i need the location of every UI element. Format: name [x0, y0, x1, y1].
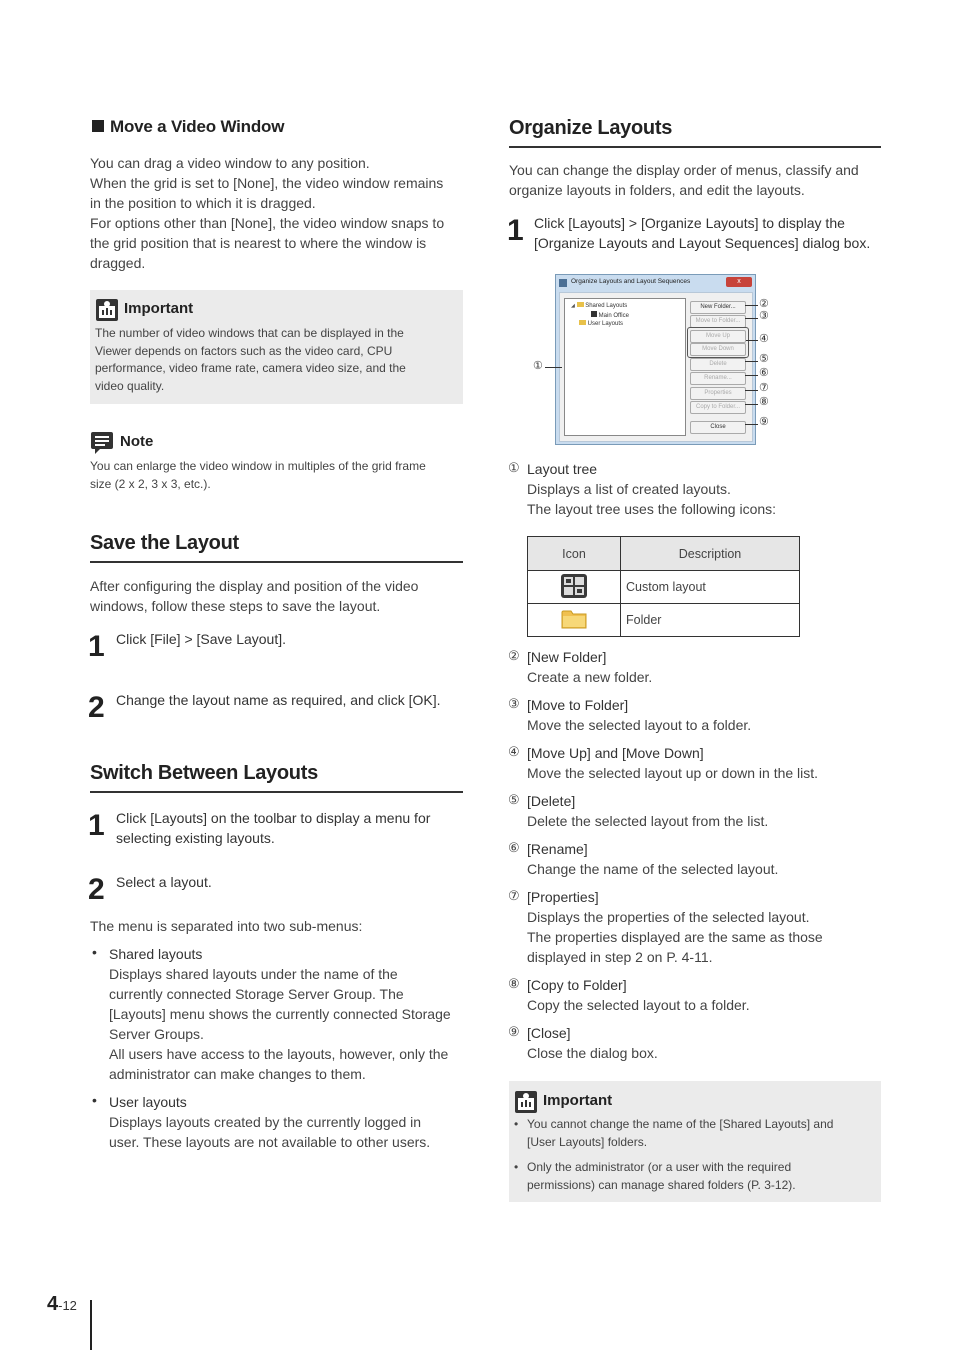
custom-layout-icon [591, 311, 597, 317]
callout-9: ⑨ [759, 416, 769, 428]
important-title: Important [124, 300, 194, 317]
step-text: Select a layout. [116, 874, 212, 890]
item-rename [527, 839, 887, 879]
text-line: The layout tree uses the following icons: [527, 501, 777, 517]
text-line: You can drag a video window to any position. [90, 155, 370, 171]
bullet-user-layouts [109, 1092, 469, 1152]
text-line: The number of video windows that can be displayed in the [95, 326, 404, 340]
text-line: Displays a list of created layouts. [527, 481, 731, 497]
icon-table [527, 536, 800, 637]
folder-icon [579, 320, 586, 325]
step-number: 2 [88, 691, 105, 724]
chapter-number: 4 [47, 1293, 59, 1315]
step-text [116, 808, 466, 848]
bullet-dot: • [514, 1117, 519, 1131]
table-cell-description: Custom layout [621, 571, 800, 604]
section-rule [509, 146, 881, 148]
important-text [95, 325, 461, 395]
step-text: Change the layout name as required, and click [OK]. [116, 692, 441, 708]
text-line: the grid position that is nearest to where the window is [90, 235, 427, 251]
callout-line [545, 367, 562, 368]
bullet-dot: • [92, 944, 97, 960]
step-text: Click [File] > [Save Layout]. [116, 631, 287, 647]
callout-6: ⑥ [759, 367, 769, 379]
item-number: ⑧ [508, 976, 520, 991]
dialog-body [559, 292, 753, 442]
table-header-row [528, 537, 800, 571]
item-title: [Close] [527, 1025, 571, 1041]
text-line: You can change the display order of menus, classify and [509, 162, 859, 178]
item-number: ② [508, 648, 520, 663]
callout-4: ④ [759, 333, 769, 345]
item-title: [Move to Folder] [527, 697, 629, 713]
tree-item-user-layouts[interactable]: User Layouts [579, 320, 623, 327]
text-line: [Layouts] menu shows the currently connected Storage [109, 1006, 451, 1022]
important-box [509, 1081, 881, 1202]
item-copy-to-folder [527, 975, 887, 1015]
bullet-title: Shared layouts [109, 946, 203, 962]
text-line: Close the dialog box. [527, 1045, 658, 1061]
important-icon [95, 298, 119, 322]
switch-layouts-heading: Switch Between Layouts [90, 762, 318, 784]
callout-line [745, 390, 758, 391]
table-row [528, 571, 800, 604]
save-layout-heading: Save the Layout [90, 532, 239, 554]
callout-line [745, 361, 758, 362]
step-number: 1 [88, 809, 105, 842]
callout-line [745, 375, 758, 376]
table-cell-description: Folder [621, 604, 800, 637]
page-number [47, 1293, 77, 1316]
text-line: After configuring the display and position of the video [90, 578, 419, 594]
rename-button[interactable]: Rename... [690, 372, 746, 385]
item-number: ⑦ [508, 888, 520, 903]
tree-item-main-office[interactable]: Main Office [591, 311, 629, 319]
folder-icon [577, 302, 584, 307]
text-line: organize layouts in folders, and edit the layouts. [509, 182, 805, 198]
bullet-shared-layouts [109, 944, 469, 1084]
item-number: ④ [508, 744, 520, 759]
step-number: 1 [88, 630, 105, 663]
step-number: 2 [88, 873, 105, 906]
move-window-heading: Move a Video Window [92, 117, 284, 137]
table-row [528, 604, 800, 637]
text-line: Move the selected layout up or down in the list. [527, 765, 819, 781]
text-line: When the grid is set to [None], the video window remains [90, 175, 444, 191]
move-up-button[interactable]: Move Up [690, 330, 746, 343]
text-line: [Organize Layouts and Layout Sequences] dialog box. [534, 235, 871, 251]
callout-line [745, 318, 758, 319]
copy-to-folder-button[interactable]: Copy to Folder... [690, 401, 746, 414]
item-move-up-down [527, 743, 887, 783]
text-line: Copy the selected layout to a folder. [527, 997, 750, 1013]
text-line: Delete the selected layout from the list. [527, 813, 769, 829]
text-line: selecting existing layouts. [116, 830, 275, 846]
expand-icon: ◢ [571, 303, 575, 309]
text-line: Server Groups. [109, 1026, 204, 1042]
bullet-dot: • [92, 1092, 97, 1108]
layout-tree[interactable] [564, 298, 686, 436]
text-line: Displays the properties of the selected layout. [527, 909, 810, 925]
note-text [90, 458, 465, 493]
footer-divider [90, 1300, 92, 1350]
item-title: Layout tree [527, 461, 598, 477]
item-number: ⑤ [508, 792, 520, 807]
folder-icon [561, 608, 587, 633]
text-line: Displays layouts created by the currently logged in [109, 1114, 422, 1130]
item-new-folder [527, 647, 887, 687]
dialog-titlebar [556, 275, 755, 291]
item-number: ⑥ [508, 840, 520, 855]
tree-item-shared-layouts[interactable]: ◢ Shared Layouts [571, 303, 628, 309]
item-move-to-folder [527, 695, 887, 735]
important-title: Important [543, 1092, 613, 1109]
delete-button[interactable]: Delete [690, 358, 746, 371]
section-rule [90, 561, 463, 563]
item-title: [Delete] [527, 793, 576, 809]
text-line: displayed in step 2 on P. 4-11. [527, 949, 713, 965]
callout-line [746, 340, 758, 341]
item-title: [Move Up] and [Move Down] [527, 745, 704, 761]
callout-3: ③ [759, 310, 769, 322]
callout-5: ⑤ [759, 353, 769, 365]
item-title: [New Folder] [527, 649, 607, 665]
text-line: Click [Layouts] on the toolbar to display a menu for [116, 810, 431, 826]
text-line: currently connected Storage Server Group. The [109, 986, 404, 1002]
organize-dialog [555, 274, 756, 445]
move-down-button[interactable]: Move Down [690, 343, 746, 356]
table-cell-icon [528, 604, 621, 637]
item-properties [527, 887, 887, 967]
text-line: The properties displayed are the same as those [527, 929, 823, 945]
item-title: [Copy to Folder] [527, 977, 627, 993]
item-number: ⑨ [508, 1024, 520, 1039]
close-icon[interactable]: x [726, 277, 752, 287]
text-line: size (2 x 2, 3 x 3, etc.). [90, 476, 211, 491]
text-line: dragged. [90, 255, 146, 271]
close-button[interactable]: Close [690, 421, 746, 434]
text-line: permissions) can manage shared folders (P. 3-12). [527, 1177, 796, 1192]
bullet-dot: • [514, 1160, 519, 1174]
table-header: Icon [528, 537, 621, 571]
callout-2: ② [759, 298, 769, 310]
text-line: in the position to which it is dragged. [90, 195, 316, 211]
callout-line [745, 404, 758, 405]
text-line: Change the name of the selected layout. [527, 861, 779, 877]
callout-7: ⑦ [759, 382, 769, 394]
move-to-folder-button[interactable]: Move to Folder... [690, 315, 746, 328]
text-line: Viewer depends on factors such as the video card, CPU [95, 343, 393, 358]
new-folder-button[interactable]: New Folder... [690, 301, 746, 314]
save-layout-intro [90, 576, 470, 616]
submenu-intro: The menu is separated into two sub-menus: [90, 918, 363, 934]
callout-1: ① [533, 360, 543, 372]
text-line: [User Layouts] folders. [527, 1134, 648, 1149]
callout-8: ⑧ [759, 396, 769, 408]
text-line: performance, video frame rate, camera video size, and the [95, 361, 406, 375]
item-title: [Properties] [527, 889, 599, 905]
step-text [534, 213, 894, 253]
callout-line [745, 305, 758, 306]
text-line: video quality. [95, 378, 165, 393]
callout-line [745, 424, 758, 425]
step-number: 1 [507, 214, 524, 247]
item-number: ③ [508, 696, 520, 711]
item-delete [527, 791, 887, 831]
note-title: Note [120, 433, 154, 450]
page-suffix: -12 [58, 1298, 77, 1313]
item-layout-tree [527, 459, 887, 519]
text-line: Click [Layouts] > [Organize Layouts] to display the [534, 215, 845, 231]
table-cell-icon [528, 571, 621, 604]
text-line: Create a new folder. [527, 669, 653, 685]
text-line: For options other than [None], the video window snaps to [90, 215, 445, 231]
text-line: user. These layouts are not available to other users. [109, 1134, 431, 1150]
table-header: Description [621, 537, 800, 571]
text-line: Displays shared layouts under the name of the [109, 966, 398, 982]
text-line: windows, follow these steps to save the layout. [90, 598, 381, 614]
item-number: ① [508, 460, 520, 475]
section-rule [90, 791, 463, 793]
app-icon [559, 279, 567, 287]
important-icon [514, 1090, 538, 1114]
text-line: You cannot change the name of the [Shared Layouts] and [527, 1117, 834, 1131]
important-bullet [527, 1116, 877, 1151]
text-line: You can enlarge the video window in multiples of the grid frame [90, 459, 426, 473]
item-close [527, 1023, 887, 1063]
custom-layout-icon [561, 574, 587, 601]
bullet-title: User layouts [109, 1094, 187, 1110]
note-icon [90, 431, 114, 455]
organize-heading: Organize Layouts [509, 117, 673, 139]
organize-intro [509, 160, 889, 200]
text-line: Only the administrator (or a user with the required [527, 1160, 792, 1174]
item-title: [Rename] [527, 841, 588, 857]
text-line: Move the selected layout to a folder. [527, 717, 752, 733]
text-line: administrator can make changes to them. [109, 1066, 366, 1082]
text-line: All users have access to the layouts, however, only the [109, 1046, 449, 1062]
properties-button[interactable]: Properties [690, 387, 746, 400]
move-window-paragraph [90, 153, 470, 273]
important-bullet [527, 1159, 877, 1194]
square-bullet-icon [92, 120, 104, 132]
important-box [90, 290, 463, 404]
dialog-title: Organize Layouts and Layout Sequences [571, 278, 691, 285]
